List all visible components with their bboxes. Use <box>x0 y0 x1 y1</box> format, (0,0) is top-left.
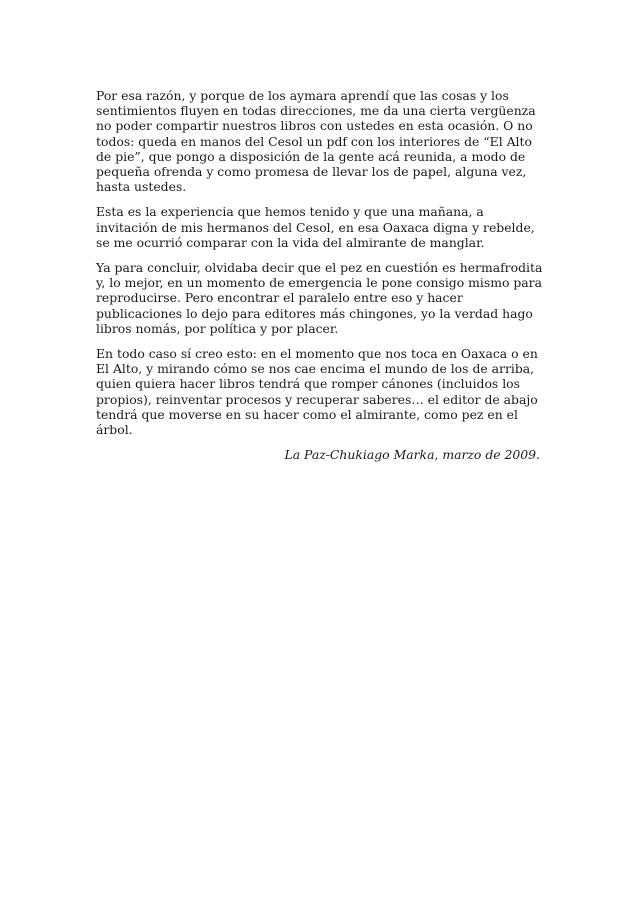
paragraph-2: Esta es la experiencia que hemos tenido y que una mañana, a invitación de mis hermanos del Cesol, en esa Oaxaca digna y rebelde, se me ocurrió comparar con la vida del almirante de manglar. <box>96 204 535 250</box>
paragraph-1: Por esa razón, y porque de los aymara aprendí que las cosas y los sentimientos fluyen en todas direcciones, me da una cierta vergüenza no poder compartir nuestros libros con ustedes en esta ocasión. O no todos: queda en manos del Cesol un pdf con los interiores de “El Alto de pie”, que pongo a disposición de la gente acá reunida, a modo de pequeña ofrenda y como promesa de llevar los de papel, alguna vez, hasta ustedes. <box>96 88 536 195</box>
document-page <box>96 88 546 462</box>
paragraph-4: En todo caso sí creo esto: en el momento que nos toca en Oaxaca o en El Alto, y mirando cómo se nos cae encima el mundo de los de arriba, quien quiera hacer libros tendrá que romper cánones (incluidos los propios), reinventar procesos y recuperar saberes… el editor de abajo tendrá que moverse en su hacer como el almirante, como pez en el árbol. <box>96 346 538 438</box>
paragraph-3: Ya para concluir, olvidaba decir que el pez en cuestión es hermafrodita y, lo mejor, en un momento de emergencia le pone consigo mismo para reproducirse. Pero encontrar el paralelo entre eso y hacer publicaciones lo dejo para editores más chingones, yo la verdad hago libros nomás, por política y por placer. <box>96 260 543 336</box>
place-date-signature: La Paz-Chukiago Marka, marzo de 2009. <box>284 447 540 463</box>
